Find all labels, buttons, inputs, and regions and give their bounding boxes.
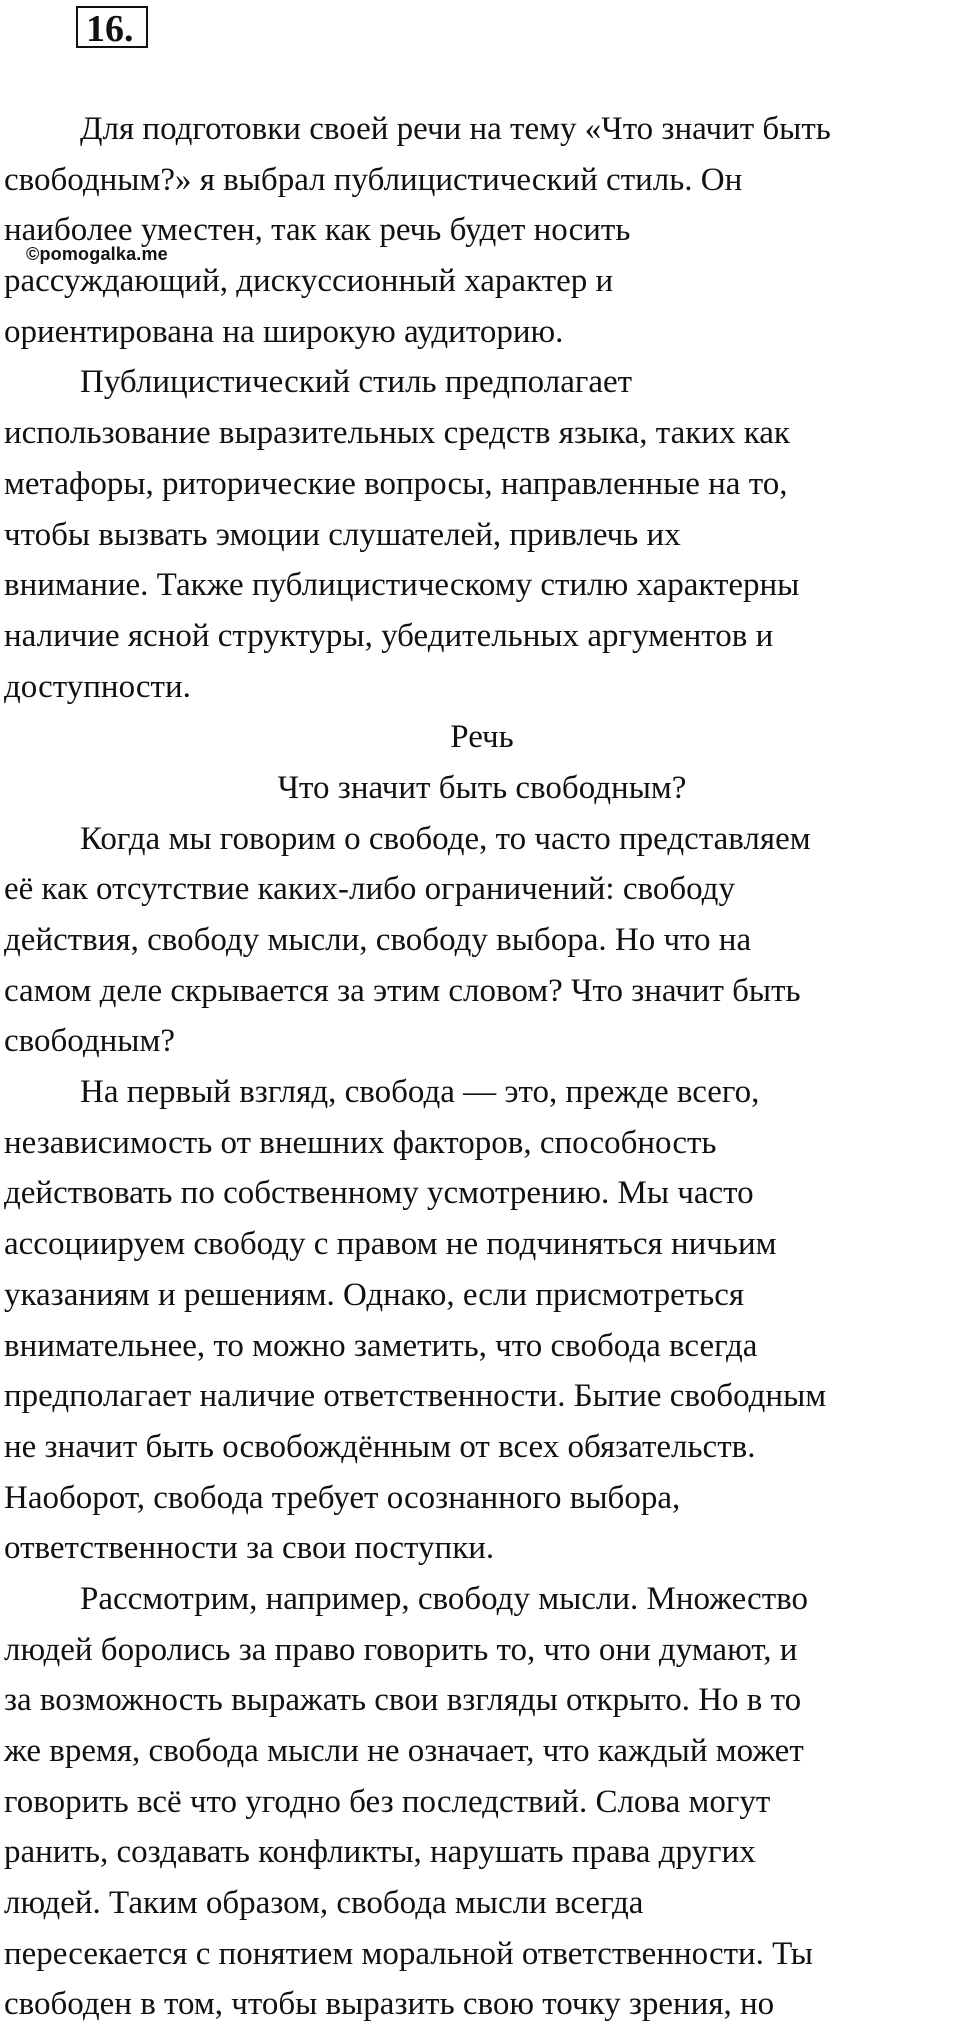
text-line: за возможность выражать свои взгляды открыто. Но в то [4, 1682, 802, 1719]
watermark: ©pomogalka.me [26, 244, 168, 264]
text-line: действовать по собственному усмотрению. Мы часто [4, 1175, 754, 1212]
heading-line: Что значит быть свободным? [277, 769, 687, 806]
text-line: не значит быть освобождённым от всех обязательств. [4, 1428, 756, 1465]
text-line: пересекается с понятием моральной ответственности. Ты [4, 1935, 813, 1972]
text-line: использование выразительных средств языка, таких как [4, 415, 790, 452]
text-line: независимость от внешних факторов, способность [4, 1124, 717, 1161]
document-body [4, 104, 960, 2030]
text-line: ранить, создавать конфликты, нарушать права других [4, 1834, 756, 1871]
text-line: свободным?» я выбрал публицистический стиль. Он [4, 161, 743, 198]
text-line: Рассмотрим, например, свободу мысли. Множество [80, 1580, 808, 1617]
text-line: свободен в том, чтобы выразить свою точку зрения, но [4, 1986, 775, 2023]
text-line: действия, свободу мысли, свободу выбора. Но что на [4, 922, 752, 958]
text-line: наиболее уместен, так как речь будет носить [4, 212, 631, 249]
text-line: ориентирована на широкую аудиторию. [4, 313, 564, 350]
text-line: внимание. Также публицистическому стилю характерны [4, 567, 800, 604]
text-line: внимательнее, то можно заметить, что свобода всегда [4, 1327, 758, 1364]
task-number-badge: 16. [76, 6, 148, 48]
text-line: людей боролись за право говорить то, что они думают, и [4, 1631, 798, 1668]
text-line: метафоры, риторические вопросы, направленные на то, [4, 465, 788, 502]
text-line: людей. Таким образом, свобода мысли всегда [4, 1885, 644, 1922]
text-line: Публицистический стиль предполагает [80, 364, 633, 401]
text-line: Наоборот, свобода требует осознанного выбора, [4, 1479, 681, 1516]
text-line: предполагает наличие ответственности. Бытие свободным [4, 1378, 827, 1415]
text-line: рассуждающий, дискуссионный характер и [4, 263, 614, 300]
text-line: Когда мы говорим о свободе, то часто представляем [80, 820, 811, 857]
text-line: чтобы вызвать эмоции слушателей, привлечь их [4, 516, 681, 553]
text-line: говорить всё что угодно без последствий. Слова могут [4, 1783, 771, 1820]
text-line: Для подготовки своей речи на тему «Что значит быть [80, 111, 831, 147]
text-line: свободным? [4, 1023, 175, 1060]
text-line: ассоциируем свободу с правом не подчиняться ничьим [4, 1226, 777, 1263]
text-line: её как отсутствие каких-либо ограничений: свободу [4, 871, 735, 908]
text-line: На первый взгляд, свобода — это, прежде всего, [80, 1074, 760, 1111]
heading-line: Речь [450, 719, 514, 756]
text-line: самом деле скрывается за этим словом? Что значит быть [4, 972, 801, 1009]
text-line: же время, свобода мысли не означает, что каждый может [4, 1733, 804, 1769]
text-line: ответственности за свои поступки. [4, 1530, 495, 1567]
text-line: доступности. [4, 668, 191, 705]
text-line: наличие ясной структуры, убедительных аргументов и [4, 617, 774, 654]
text-line: указаниям и решениям. Однако, если присмотреться [4, 1276, 745, 1313]
